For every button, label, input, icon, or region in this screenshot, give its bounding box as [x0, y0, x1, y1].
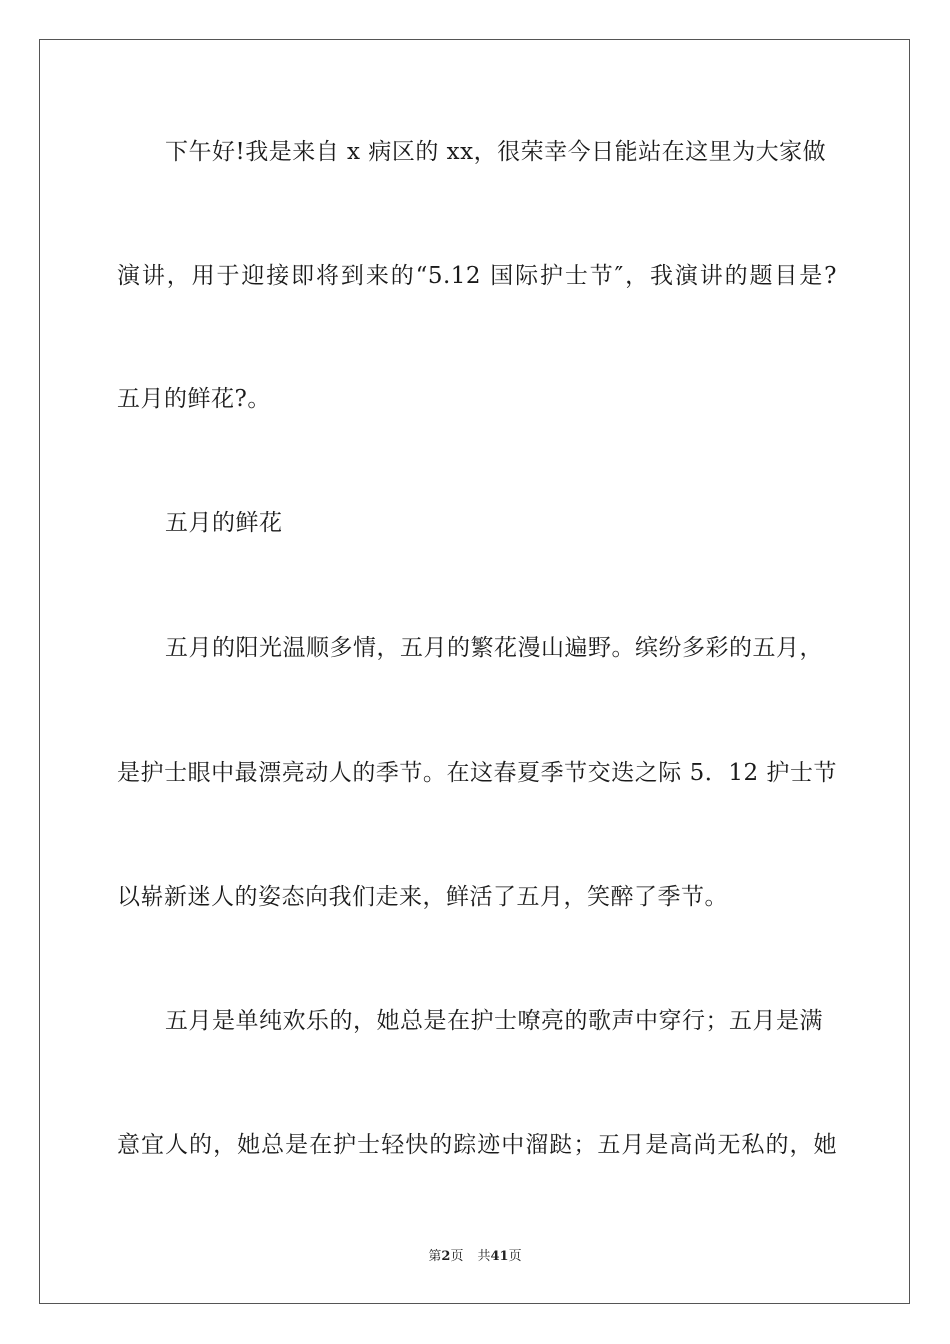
page-number: 2	[441, 1249, 451, 1264]
page-border	[39, 39, 910, 1304]
total-label-suffix: 页	[508, 1249, 522, 1264]
paragraph-3-line-2: 是护士眼中最漂亮动人的季节。在这春夏季节交迭之际 5．12 护士节	[117, 760, 837, 786]
paragraph-3-line-1: 五月的阳光温顺多情，五月的繁花漫山遍野。缤纷多彩的五月，	[165, 635, 823, 661]
page-footer	[0, 1248, 950, 1266]
paragraph-3-line-3: 以崭新迷人的姿态向我们走来，鲜活了五月，笑醉了季节。	[117, 884, 728, 910]
page-label-prefix: 第	[428, 1249, 442, 1264]
paragraph-1-line-2: 演讲，用于迎接即将到来的“5.12 国际护士节″，我演讲的题目是?	[117, 263, 837, 289]
paragraph-4-line-1: 五月是单纯欢乐的，她总是在护士嘹亮的歌声中穿行；五月是满	[165, 1008, 823, 1034]
total-pages: 41	[490, 1249, 509, 1264]
paragraph-4-line-2: 意宜人的，她总是在护士轻快的踪迹中溜跶；五月是高尚无私的，她	[117, 1132, 837, 1158]
paragraph-1-line-1: 下午好!我是来自 x 病区的 xx，很荣幸今日能站在这里为大家做	[165, 139, 827, 165]
section-heading: 五月的鲜花	[165, 510, 283, 536]
total-label-prefix: 共	[477, 1249, 491, 1264]
page-label-suffix: 页	[450, 1249, 464, 1264]
paragraph-1-line-3: 五月的鲜花?。	[117, 386, 271, 412]
